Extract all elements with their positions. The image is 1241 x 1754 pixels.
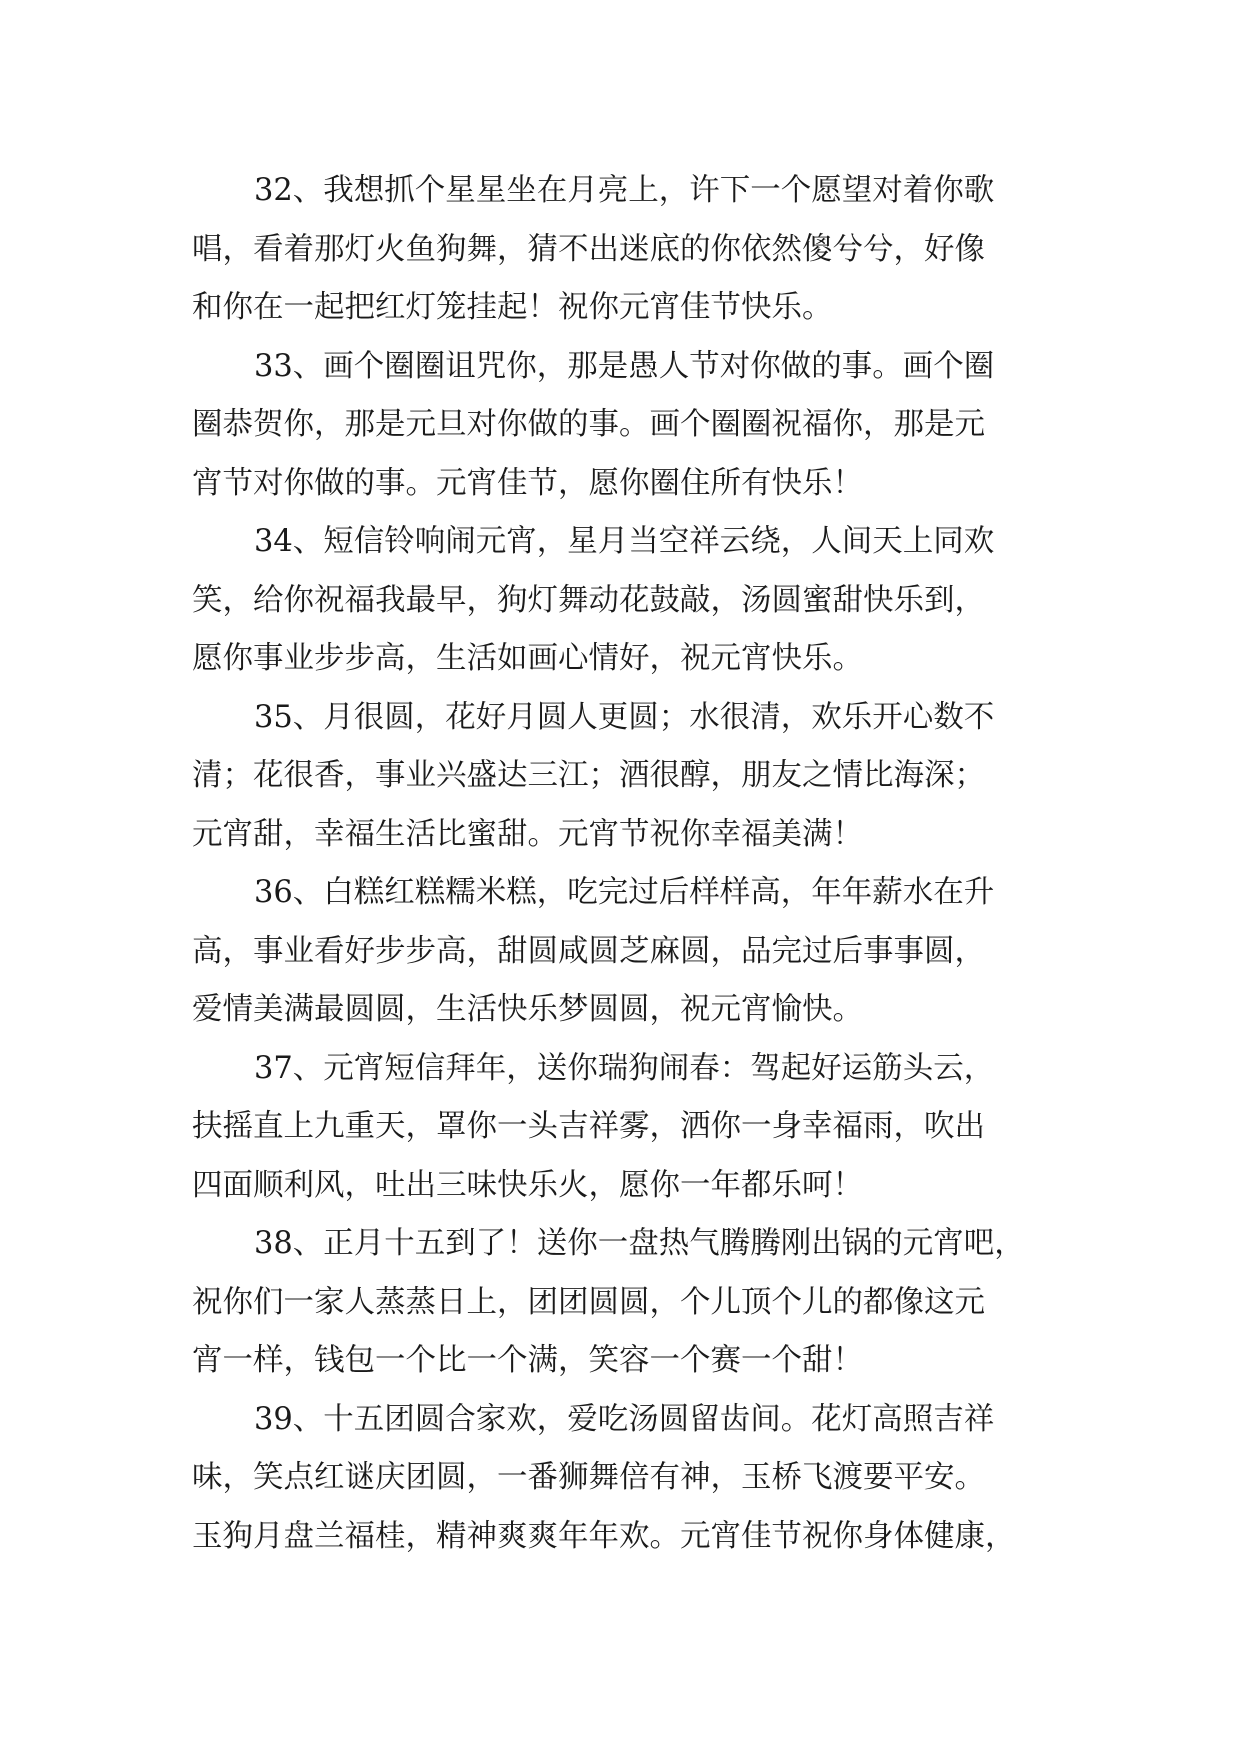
- paragraph-line: 祝你们一家人蒸蒸日上，团团圆圆，个儿顶个儿的都像这元: [192, 1284, 985, 1320]
- paragraph-line: 33、画个圈圈诅咒你，那是愚人节对你做的事。画个圈: [254, 348, 995, 384]
- paragraph-line: 38、正月十五到了！送你一盘热气腾腾刚出锅的元宵吧，: [254, 1226, 1025, 1261]
- paragraph-line: 扶摇直上九重天，罩你一头吉祥雾，洒你一身幸福雨，吹出: [192, 1109, 985, 1144]
- paragraph-line: 笑，给你祝福我最早，狗灯舞动花鼓敲，汤圆蜜甜快乐到，: [192, 582, 985, 618]
- paragraph-37: [192, 1040, 1062, 1216]
- paragraph-32: [192, 162, 1062, 338]
- paragraph-line: 高，事业看好步步高，甜圆咸圆芝麻圆，品完过后事事圆，: [192, 933, 985, 969]
- paragraph-line: 和你在一起把红灯笼挂起！祝你元宵佳节快乐。: [192, 290, 833, 325]
- paragraph-line: 宵一样，钱包一个比一个满，笑容一个赛一个甜！: [192, 1343, 863, 1378]
- paragraph-line: 玉狗月盘兰福桂，精神爽爽年年欢。元宵佳节祝你身体健康，: [192, 1518, 1016, 1554]
- paragraph-34: [192, 513, 1062, 689]
- paragraph-line: 37、元宵短信拜年，送你瑞狗闹春：驾起好运筋头云，: [254, 1050, 995, 1086]
- paragraph-line: 宵节对你做的事。元宵佳节，愿你圈住所有快乐！: [192, 465, 863, 501]
- paragraph-line: 元宵甜，幸福生活比蜜甜。元宵节祝你幸福美满！: [192, 816, 863, 852]
- paragraph-35: [192, 689, 1062, 865]
- paragraph-33: [192, 338, 1062, 514]
- paragraph-line: 圈恭贺你，那是元旦对你做的事。画个圈圈祝福你，那是元: [192, 407, 985, 442]
- paragraph-line: 35、月很圆，花好月圆人更圆；水很清，欢乐开心数不: [254, 699, 995, 735]
- paragraph-line: 39、十五团圆合家欢，爱吃汤圆留齿间。花灯高照吉祥: [254, 1401, 995, 1437]
- document-body: [192, 162, 1062, 1566]
- paragraph-39: [192, 1391, 1062, 1567]
- paragraph-line: 36、白糕红糕糯米糕，吃完过后样样高，年年薪水在升: [254, 875, 995, 910]
- paragraph-line: 清；花很香，事业兴盛达三江；酒很醇，朋友之情比海深；: [192, 758, 985, 793]
- paragraph-line: 唱，看着那灯火鱼狗舞，猜不出迷底的你依然傻兮兮，好像: [192, 231, 985, 267]
- paragraph-line: 四面顺利风，吐出三味快乐火，愿你一年都乐呵！: [192, 1167, 863, 1203]
- paragraph-36: [192, 864, 1062, 1040]
- paragraph-line: 34、短信铃响闹元宵，星月当空祥云绕，人间天上同欢: [254, 524, 995, 559]
- paragraph-line: 爱情美满最圆圆，生活快乐梦圆圆，祝元宵愉快。: [192, 992, 863, 1027]
- paragraph-line: 味，笑点红谜庆团圆，一番狮舞倍有神，玉桥飞渡要平安。: [192, 1460, 985, 1495]
- paragraph-38: [192, 1215, 1062, 1391]
- paragraph-line: 32、我想抓个星星坐在月亮上，许下一个愿望对着你歌: [254, 173, 995, 208]
- paragraph-line: 愿你事业步步高，生活如画心情好，祝元宵快乐。: [192, 641, 863, 676]
